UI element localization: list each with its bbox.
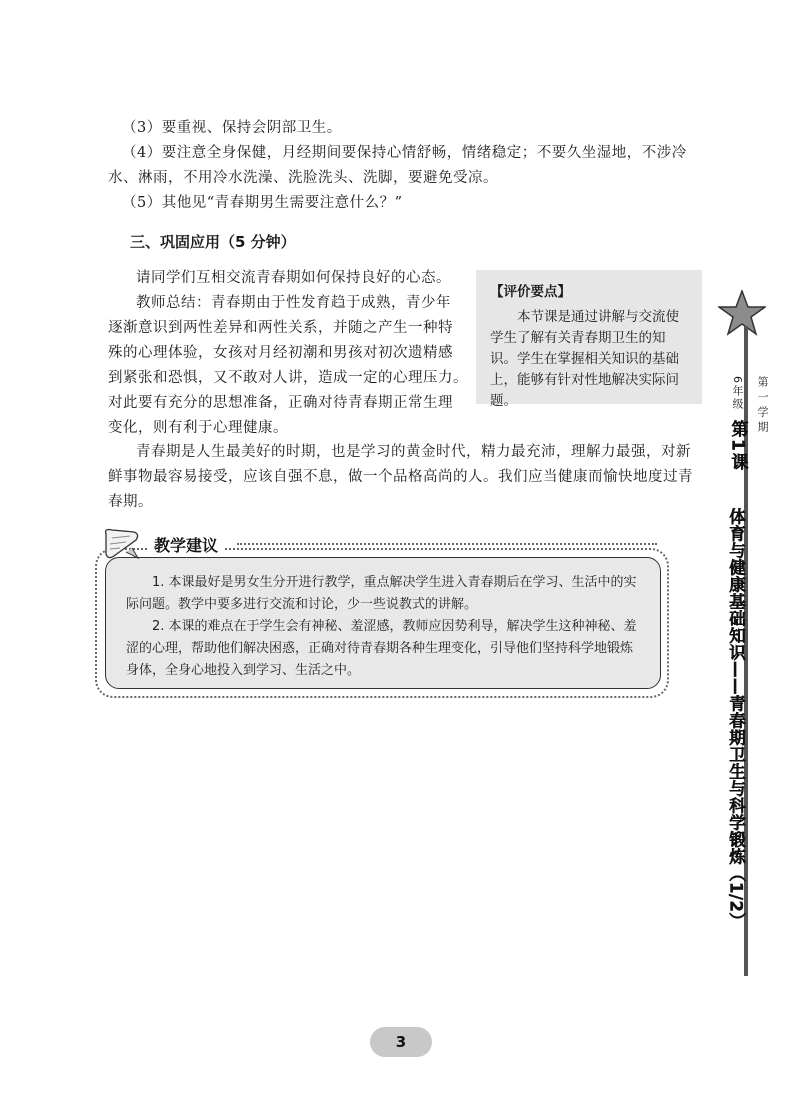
teacher-summary-line1: 教师总结：青春期由于性发育趋于成熟，青少年 xyxy=(136,295,451,311)
suggestion-title-rule xyxy=(237,543,657,545)
suggestion-title: 教学建议 xyxy=(148,533,224,556)
list-item-4-line1: （4）要注意全身保健，月经期间要保持心情舒畅，情绪稳定；不要久坐湿地，不涉冷 xyxy=(122,145,687,161)
list-item-5: （5）其他见“青春期男生需要注意什么？” xyxy=(122,195,403,211)
sidebar-grade-column xyxy=(728,376,746,411)
closing-paragraph-line3: 春期。 xyxy=(108,494,153,510)
evaluation-text: 本节课是通过讲解与交流使学生了解有关青春期卫生的知识。学生在掌握相关知识的基础上，能够有针对性地解决实际问题。 xyxy=(490,309,679,409)
star-icon xyxy=(718,290,766,336)
teacher-summary-line2: 逐渐意识到两性差异和两性关系，并随之产生一种特 xyxy=(108,320,453,336)
sidebar-lesson-column xyxy=(724,420,750,472)
evaluation-title: 【评价要点】 xyxy=(490,284,571,300)
suggestion-box xyxy=(105,557,661,689)
evaluation-box xyxy=(476,270,702,409)
paragraph-exchange: 请同学们互相交流青春期如何保持良好的心态。 xyxy=(136,270,451,286)
list-item-3: （3）要重视、保持会阴部卫生。 xyxy=(122,120,342,136)
page-number: 3 xyxy=(370,1027,432,1057)
closing-paragraph-line2: 鲜事物最容易接受，应该自强不息，做一个品格高尚的人。我们应当健康而愉快地度过青 xyxy=(108,469,693,485)
suggestion-header xyxy=(100,526,224,562)
suggestion-item-2: 2. 本课的难点在于学生会有神秘、羞涩感，教师应因势利导，解决学生这种神秘、羞涩的心理，帮助他们解决困惑，正确对待青春期各种生理变化，引导他们坚持科学地锻炼身体，全身心地投入到学习、生活之中。 xyxy=(126,619,637,678)
scroll-icon xyxy=(100,526,142,562)
sidebar-title: 体育与健康基础知识——青春期卫生与科学锻炼（1/2） xyxy=(726,508,746,930)
teacher-summary-line4: 到紧张和恐惧，又不敢对人讲，造成一定的心理压力。 xyxy=(108,370,468,386)
sidebar-lesson: 第1课 xyxy=(727,420,748,472)
sidebar-grade: 6年级 xyxy=(731,376,744,411)
sidebar-title-column xyxy=(722,508,750,930)
section-title: 三、巩固应用（5 分钟） xyxy=(130,233,296,251)
teacher-summary-line3: 殊的心理体验，女孩对月经初潮和男孩对初次遗精感 xyxy=(108,345,453,361)
teacher-summary-line6: 变化，则有利于心理健康。 xyxy=(108,420,288,436)
sidebar-term: 第一学期 xyxy=(756,376,769,436)
suggestion-item-1: 1. 本课最好是男女生分开进行教学，重点解决学生进入青春期后在学习、生活中的实际问题。教学中要多进行交流和讨论，少一些说教式的讲解。 xyxy=(126,575,637,612)
list-item-4-line2: 水、淋雨，不用冷水洗澡、洗脸洗头、洗脚，要避免受凉。 xyxy=(108,170,498,186)
closing-paragraph-line1: 青春期是人生最美好的时期，也是学习的黄金时代，精力最充沛，理解力最强，对新 xyxy=(136,444,691,460)
sidebar-term-column xyxy=(754,376,770,436)
teacher-summary-line5: 对此要有充分的思想准备，正确对待青春期正常生理 xyxy=(108,395,453,411)
